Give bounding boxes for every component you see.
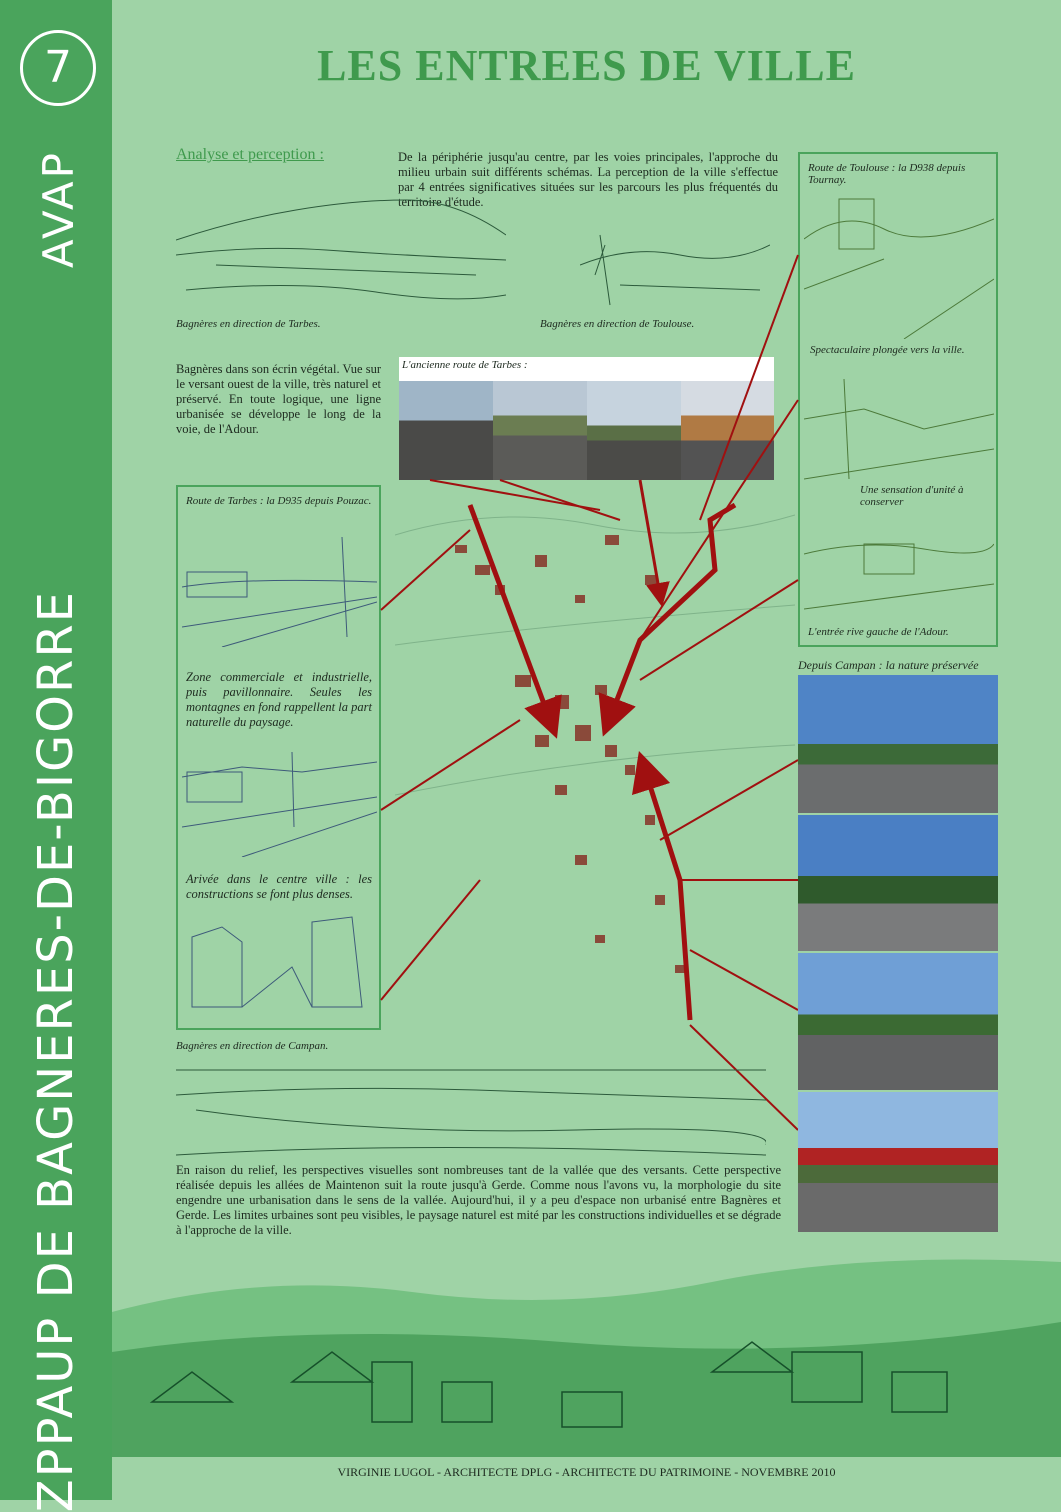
sidebar-avap-label: AVAP: [34, 150, 83, 269]
sketch-campan-panorama: [176, 1055, 766, 1160]
intro-paragraph: De la périphérie jusqu'au centre, par les voies principales, l'approche du milieu urbain suit différents schémas. La perception de la ville s'effectue par 4 entrées significatives situées sur les parcours les plus fréquentés du territoire d'étude.: [398, 150, 778, 209]
zone-paragraph: Zone commerciale et industrielle, puis pavillonnaire. Seules les montagnes en fond rappellent la part naturelle du paysage.: [186, 670, 372, 729]
sidebar-title: ZPPAUP DE BAGNERES-DE-BIGORRE: [28, 590, 84, 1512]
bottom-paragraph: En raison du relief, les perspectives visuelles sont nombreuses tant de la vallée que des versants. Cette perspective réalisée depuis les allées de Maintenon suit la route jusqu'à Gerde. Comme nous l'avons vu, la morphologie du site engendre une urbanisation dans le sens de la vallée. Aujourd'hui, il y a peu d'espace non urbanisé entre Bagnères et Gerde. Les limites urbaines sont peu visibles, le paysage naturel est mité par les constructions individuelles et se dégrade à l'approche de la ville.: [176, 1163, 781, 1237]
caption-unite: Une sensation d'unité à conserver: [860, 484, 964, 508]
ecrin-paragraph: Bagnères dans son écrin végétal. Vue sur le versant ouest de la ville, très naturel et préservé. En toute logique, une ligne urbanisée se développe le long de la voie, de l'Adour.: [176, 362, 381, 436]
photo-campan-3: [798, 953, 998, 1090]
analyse-heading: Analyse et perception :: [176, 146, 324, 163]
panorama-illustration: [112, 1252, 1061, 1457]
photo-campan-4: [798, 1092, 998, 1232]
caption-tarbes: Bagnères en direction de Tarbes.: [176, 318, 321, 330]
footer-credit: VIRGINIE LUGOL - ARCHITECTE DPLG - ARCHITECTE DU PATRIMOINE - NOVEMBRE 2010: [337, 1465, 836, 1479]
caption-campan-photos: Depuis Campan : la nature préservée: [798, 658, 979, 672]
page-title: LES ENTREES DE VILLE: [317, 41, 856, 90]
caption-campan: Bagnères en direction de Campan.: [176, 1040, 329, 1052]
photo-campan-2: [798, 815, 998, 951]
caption-route-tarbes: Route de Tarbes : la D935 depuis Pouzac.: [186, 495, 372, 507]
arrivee-paragraph: Arivée dans le centre ville : les constructions se font plus denses.: [186, 872, 372, 901]
photo-campan-1: [798, 675, 998, 813]
caption-plongee: Spectaculaire plongée vers la ville.: [810, 344, 965, 356]
panel-number-badge: 7: [20, 30, 96, 106]
caption-route-toulouse: Route de Toulouse : la D938 depuis Tournay.: [808, 162, 966, 186]
caption-ancienne-route: L'ancienne route de Tarbes :: [402, 359, 528, 371]
caption-rive-gauche: L'entrée rive gauche de l'Adour.: [808, 626, 949, 638]
caption-toulouse: Bagnères en direction de Toulouse.: [540, 318, 695, 330]
